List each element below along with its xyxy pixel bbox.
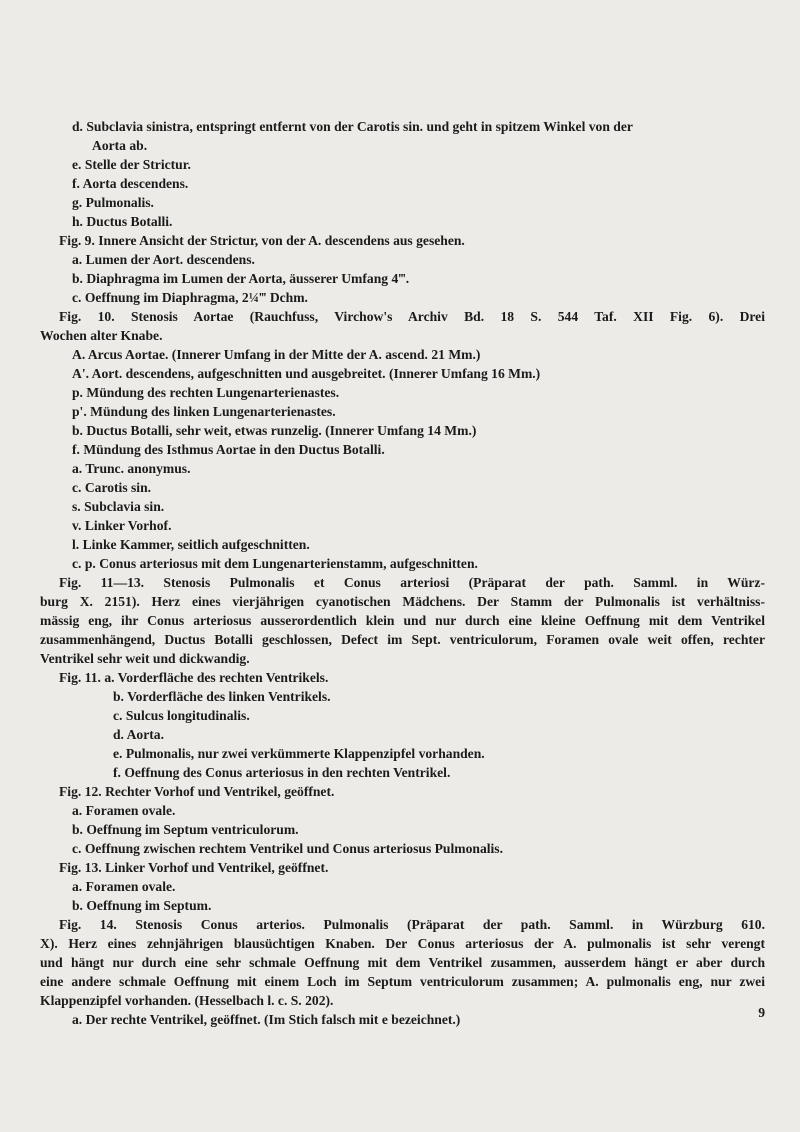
text-line: b. Ductus Botalli, sehr weit, etwas runzelig. (Innerer Umfang 14 Mm.) [72,423,477,438]
text-line: Fig. 9. Innere Ansicht der Strictur, von der A. descendens aus gesehen. [59,233,465,248]
text-line: c. p. Conus arteriosus mit dem Lungenarterienstamm, aufgeschnitten. [72,556,478,571]
text-line: f. Aorta descendens. [72,176,189,191]
text-line: b. Oeffnung im Septum ventriculorum. [72,822,299,837]
text-line: Fig. 14. Stenosis Conus arterios. Pulmonalis (Präparat der path. Samml. in Würzburg 610. [59,917,765,932]
text-line: a. Der rechte Ventrikel, geöffnet. (Im Stich falsch mit e bezeichnet.) [72,1012,461,1027]
text-line: b. Oeffnung im Septum. [72,898,212,913]
text-line: e. Stelle der Strictur. [72,157,191,172]
text-line: Fig. 11—13. Stenosis Pulmonalis et Conus arteriosi (Präparat der path. Samml. in Würz- [59,575,765,590]
text-line: Fig. 10. Stenosis Aortae (Rauchfuss, Virchow's Archiv Bd. 18 S. 544 Taf. XII Fig. 6). Drei [59,309,765,324]
text-line: h. Ductus Botalli. [72,214,173,229]
text-line: c. Oeffnung zwischen rechtem Ventrikel und Conus arteriosus Pulmonalis. [72,841,503,856]
text-line: burg X. 2151). Herz eines vierjährigen cyanotischen Mädchens. Der Stamm der Pulmonalis ist verhältniss- [40,594,765,609]
text-line: a. Trunc. anonymus. [72,461,191,476]
text-line: b. Diaphragma im Lumen der Aorta, äusserer Umfang 4‴. [72,271,410,286]
text-line: s. Subclavia sin. [72,499,165,514]
text-line: X). Herz eines zehnjährigen blausüchtigen Knaben. Der Conus arteriosus der A. pulmonalis ist sehr verengt [40,936,765,951]
text-line: a. Foramen ovale. [72,803,176,818]
text-line: d. Subclavia sinistra, entspringt entfernt von der Carotis sin. und geht in spitzem Winkel von der [72,119,633,134]
text-line: c. Oeffnung im Diaphragma, 2¼‴ Dchm. [72,290,308,305]
text-line: und hängt nur durch eine sehr schmale Oeffnung mit dem Ventrikel zusammen, ausserdem hängt er aber durch [40,955,765,970]
text-line: A'. Aort. descendens, aufgeschnitten und ausgebreitet. (Innerer Umfang 16 Mm.) [72,366,541,381]
body-text [40,117,765,1029]
text-line: a. Foramen ovale. [72,879,176,894]
page-number: 9 [758,1005,765,1020]
text-line: l. Linke Kammer, seitlich aufgeschnitten. [72,537,310,552]
text-line: v. Linker Vorhof. [72,518,172,533]
text-line: a. Lumen der Aort. descendens. [72,252,255,267]
text-line: Fig. 12. Rechter Vorhof und Ventrikel, geöffnet. [59,784,335,799]
text-line: eine andere schmale Oeffnung mit einem Loch im Septum ventriculorum zusammen; A. pulmonalis eng, nur zwei [40,974,765,989]
text-line: Fig. 11. a. Vorderfläche des rechten Ventrikels. [59,670,329,685]
text-line: g. Pulmonalis. [72,195,154,210]
text-line: f. Mündung des Isthmus Aortae in den Ductus Botalli. [72,442,385,457]
text-line: d. Aorta. [113,727,164,742]
text-line: b. Vorderfläche des linken Ventrikels. [113,689,331,704]
text-line: c. Sulcus longitudinalis. [113,708,250,723]
text-line: e. Pulmonalis, nur zwei verkümmerte Klappenzipfel vorhanden. [113,746,485,761]
text-line: p. Mündung des rechten Lungenarterienastes. [72,385,340,400]
text-line: Fig. 13. Linker Vorhof und Ventrikel, geöffnet. [59,860,329,875]
text-line: Wochen alter Knabe. [40,328,163,343]
text-line: zusammenhängend, Ductus Botalli geschlossen, Defect im Sept. ventriculorum, Foramen ovale weit offen, rechter [40,632,765,647]
text-line: c. Carotis sin. [72,480,152,495]
text-line: p'. Mündung des linken Lungenarterienastes. [72,404,336,419]
text-line: Aorta ab. [92,138,148,153]
text-line: f. Oeffnung des Conus arteriosus in den rechten Ventrikel. [113,765,451,780]
text-line: Ventrikel sehr weit und dickwandig. [40,651,250,666]
text-line: Klappenzipfel vorhanden. (Hesselbach l. c. S. 202). [40,993,334,1008]
text-line: A. Arcus Aortae. (Innerer Umfang in der Mitte der A. ascend. 21 Mm.) [72,347,481,362]
text-line: mässig eng, ihr Conus arteriosus ausserordentlich klein und nur durch eine kleine Oeffnung mit dem Ventrikel [40,613,765,628]
